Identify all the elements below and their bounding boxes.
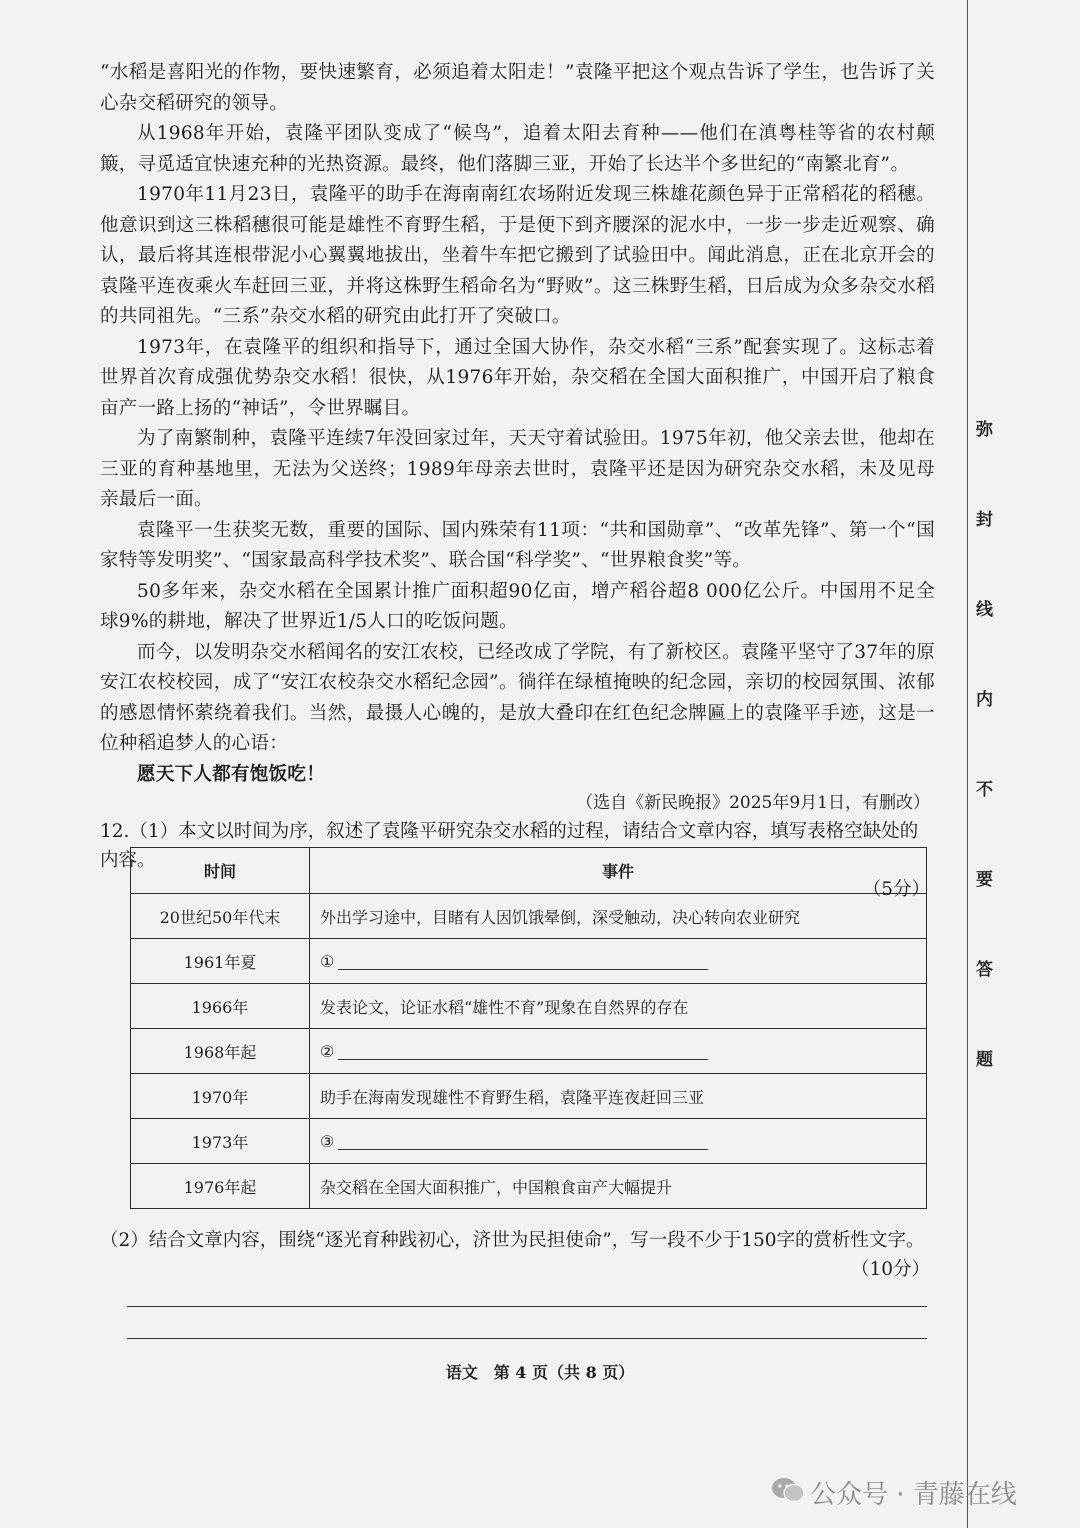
table-cell-time: 1966年 [131,984,310,1029]
page-footer: 语文 第 4 页（共 8 页） [445,1363,635,1382]
seal-char: 题 [976,1050,993,1070]
answer-marker: ② [320,1041,335,1061]
question-2-text: （2）结合文章内容，围绕“逐光育种践初心，济世为民担使命”，写一段不少于150字的赏析性文字。 [100,1230,925,1251]
article-source: （选自《新民晚报》2025年9月1日，有删改） [576,793,930,813]
table-header-time: 时间 [131,848,310,894]
seal-char: 答 [976,960,993,980]
article-paragraph: 1970年11月23日，袁隆平的助手在海南南红农场附近发现三株雄花颜色异于正常稻花的稻穗。他意识到这三株稻穗很可能是雄性不育野生稻，于是便下到齐腰深的泥水中，一步一步走近观察、确认，最后将其连根带泥小心翼翼地拔出，坐着牛车把它搬到了试验田中。闻此消息，正在北京开会的袁隆平连夜乘火车赶回三亚，并将这株野生稻命名为“野败”。这三株野生稻，日后成为众多杂交水稻的共同祖先。“三系”杂交水稻的研究由此打开了突破口。 [100,184,935,327]
timeline-table [130,847,927,1209]
table-cell-event: 助手在海南发现雄性不育野生稻，袁隆平连夜赶回三亚 [310,1074,927,1119]
article [100,58,935,790]
answer-marker: ① [320,951,335,971]
article-paragraph: “水稻是喜阳光的作物，要快速繁育，必须追着太阳走！”袁隆平把这个观点告诉了学生，也告诉了关心杂交稻研究的领导。 [100,62,935,114]
table-cell-time: 1968年起 [131,1029,310,1074]
table-row [131,984,927,1029]
question-2 [100,1226,930,1284]
table-cell-answer-2[interactable] [310,1029,927,1074]
table-cell-event: 杂交稻在全国大面积推广，中国粮食亩产大幅提升 [310,1164,927,1209]
table-cell-time: 1970年 [131,1074,310,1119]
answer-line[interactable] [127,1338,927,1339]
table-row [131,1074,927,1119]
table-cell-event: 外出学习途中，目睹有人因饥饿晕倒，深受触动，决心转向农业研究 [310,894,927,939]
article-paragraph: 为了南繁制种，袁隆平连续7年没回家过年，天天守着试验田。1975年初，他父亲去世，他却在三亚的育种基地里，无法为父送终；1989年母亲去世时，袁隆平还是因为研究杂交水稻，未及见母亲最后一面。 [100,428,935,510]
article-paragraph: 而今，以发明杂交水稻闻名的安江农校，已经改成了学院，有了新校区。袁隆平坚守了37年的原安江农校校园，成了“安江农校杂交水稻纪念园”。徜徉在绿植掩映的纪念园，亲切的校园氛围、浓郁的感恩情怀萦绕着我们。当然，最摄人心魄的，是放大叠印在红色纪念牌匾上的袁隆平手迹，这是一位种稻追梦人的心语： [100,641,935,754]
table-cell-time: 1976年起 [131,1164,310,1209]
article-paragraph: 从1968年开始，袁隆平团队变成了“候鸟”，追着太阳去育种——他们在滇粤桂等省的农村颠簸，寻觅适宜快速充种的光热资源。最终，他们落脚三亚，开始了长达半个多世纪的“南繁北育”。 [100,123,935,175]
watermark-text: 公众号 · 青藤在线 [810,1480,1017,1510]
table-cell-time: 20世纪50年代末 [131,894,310,939]
seal-char: 内 [976,690,993,710]
answer-marker: ③ [320,1131,335,1151]
table-cell-time: 1973年 [131,1119,310,1164]
article-paragraph: 1973年，在袁隆平的组织和指导下，通过全国大协作，杂交水稻“三系”配套实现了。这标志着世界首次育成强优势杂交水稻！很快，从1976年开始，杂交稻在全国大面积推广，中国开启了粮食亩产一路上扬的“神话”，令世界瞩目。 [100,336,935,419]
seal-char: 线 [976,600,993,620]
table-cell-event: 发表论文，论证水稻“雄性不育”现象在自然界的存在 [310,984,927,1029]
seal-char: 弥 [976,420,993,440]
table-row [131,939,927,984]
seal-line [967,0,968,1528]
table-row [131,1119,927,1164]
article-paragraph: 50多年来，杂交水稻在全国累计推广面积超90亿亩，增产稻谷超8 000亿公斤。中国用不足全球9%的耕地，解决了世界近1/5人口的吃饭问题。 [100,580,935,632]
article-motto: 愿天下人都有饱饭吃！ [137,763,326,785]
wechat-icon [770,1476,806,1504]
answer-blank-3[interactable] [338,1135,708,1150]
answer-blank-2[interactable] [338,1045,708,1060]
seal-char: 封 [976,510,993,530]
seal-char: 要 [976,870,993,890]
question-1-text: 12.（1）本文以时间为序，叙述了袁隆平研究杂交水稻的过程，请结合文章内容，填写表格空缺处的内容。 [100,821,919,871]
table-header-event: 事件 [310,848,927,894]
article-paragraph: 袁隆平一生获奖无数，重要的国际、国内殊荣有11项：“共和国勋章”、“改革先锋”、第一个“国家特等发明奖”、“国家最高科学技术奖”、联合国“科学奖”、“世界粮食奖”等。 [100,519,935,571]
table-cell-answer-3[interactable] [310,1119,927,1164]
table-header-row [131,848,927,894]
table-row [131,1164,927,1209]
answer-line[interactable] [127,1306,927,1307]
table-cell-answer-1[interactable] [310,939,927,984]
table-row [131,894,927,939]
table-row [131,1029,927,1074]
question-1-score: （5分） [862,879,930,900]
table-cell-time: 1961年夏 [131,939,310,984]
seal-char: 不 [976,780,993,800]
answer-blank-1[interactable] [338,955,708,970]
question-2-score: （10分） [850,1259,930,1280]
